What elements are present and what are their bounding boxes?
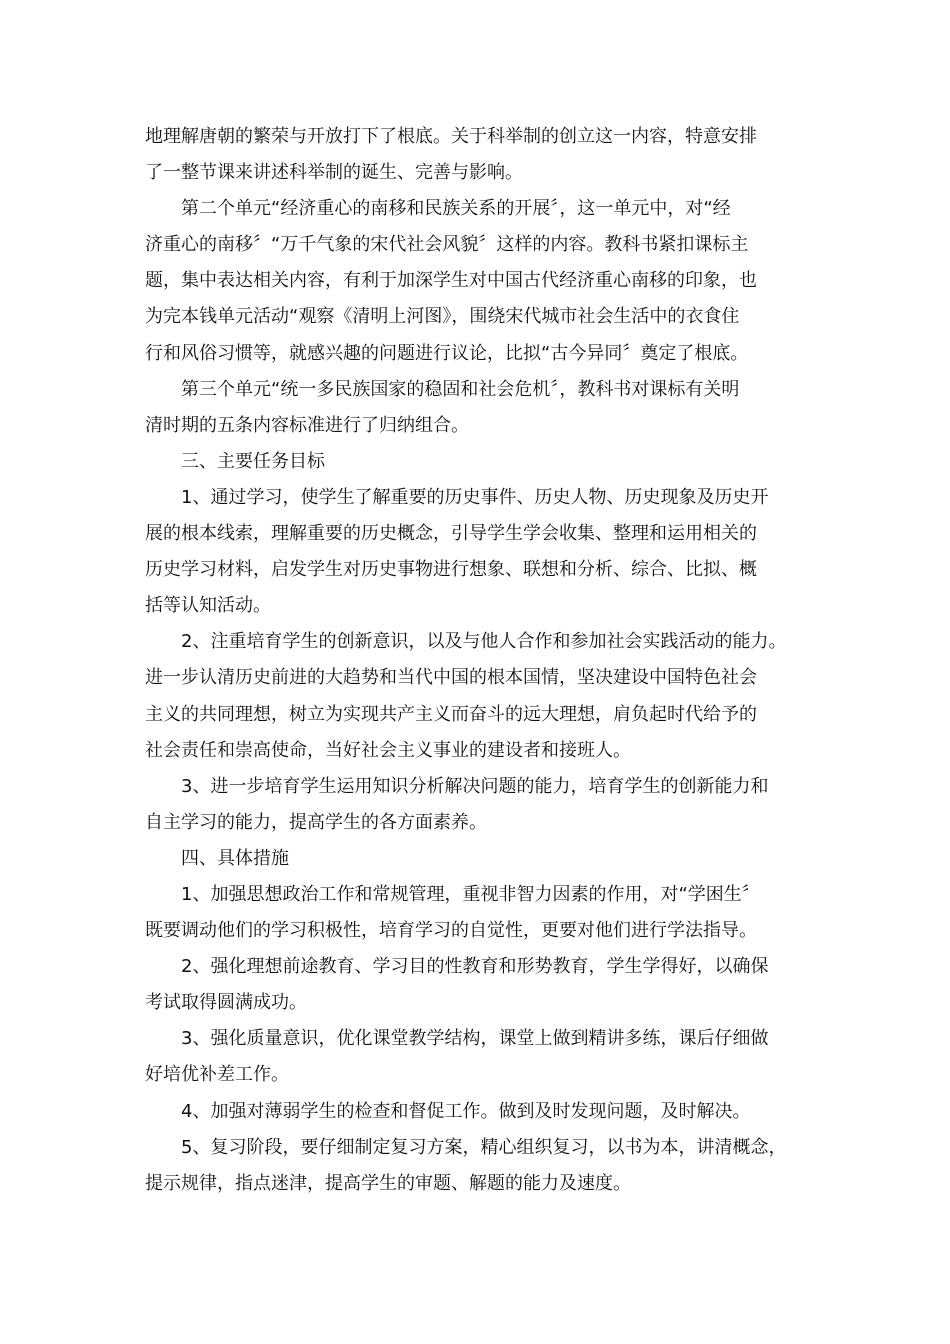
- text-line: 提示规律，指点迷津，提高学生的审题、解题的能力及速度。: [145, 1172, 631, 1194]
- text-line: 进一步认清历史前进的大趋势和当代中国的根本国情，坚决建设中国特色社会: [145, 667, 757, 689]
- text-line: 为完本钱单元活动“观察《清明上河图》，围绕宋代城市社会生活中的衣食住: [145, 306, 740, 328]
- text-line: 历史学习材料，启发学生对历史事物进行想象、联想和分析、综合、比拟、概: [145, 559, 757, 581]
- document-body: [145, 119, 825, 1202]
- text-line: 四、具体措施: [181, 847, 289, 869]
- text-line: 自主学习的能力，提高学生的各方面素养。: [145, 811, 487, 833]
- text-line: 5、复习阶段，要仔细制定复习方案，精心组织复习，以书为本，讲清概念，: [181, 1136, 787, 1158]
- text-line: 主义的共同理想，树立为实现共产主义而奋斗的远大理想，肩负起时代给予的: [145, 703, 757, 725]
- text-line: 了一整节课来讲述科举制的诞生、完善与影响。: [145, 162, 523, 184]
- text-line: 3、强化质量意识，优化课堂教学结构，课堂上做到精讲多练，课后仔细做: [181, 1028, 769, 1050]
- text-line: 2、强化理想前途教育、学习目的性教育和形势教育，学生学得好，以确保: [181, 956, 769, 978]
- text-line: 济重心的南移〞“万千气象的宋代社会风貌〞这样的内容。教科书紧扣课标主: [145, 234, 749, 256]
- text-line: 1、通过学习，使学生了解重要的历史事件、历史人物、历史现象及历史开: [181, 486, 769, 508]
- text-line: 1、加强思想政治工作和常规管理，重视非智力因素的作用，对“学困生〞: [181, 883, 760, 905]
- text-line: 三、主要任务目标: [181, 450, 325, 472]
- text-line: 既要调动他们的学习积极性，培育学习的自觉性，更要对他们进行学法指导。: [145, 920, 757, 942]
- text-line: 好培优补差工作。: [145, 1064, 289, 1086]
- text-line: 社会责任和崇高使命，当好社会主义事业的建设者和接班人。: [145, 739, 631, 761]
- text-line: 第三个单元“统一多民族国家的稳固和社会危机〞，教科书对课标有关明: [181, 378, 740, 400]
- text-line: 3、进一步培育学生运用知识分析解决问题的能力，培育学生的创新能力和: [181, 775, 769, 797]
- text-line: 4、加强对薄弱学生的检查和督促工作。做到及时发现问题，及时解决。: [181, 1100, 751, 1122]
- text-line: 第二个单元“经济重心的南移和民族关系的开展〞，这一单元中，对“经: [181, 198, 731, 220]
- text-line: 题，集中表达相关内容，有利于加深学生对中国古代经济重心南移的印象，也: [145, 270, 757, 292]
- text-line: 括等认知活动。: [145, 595, 271, 617]
- text-line: 地理解唐朝的繁荣与开放打下了根底。关于科举制的创立这一内容，特意安排: [145, 126, 757, 147]
- text-line: 行和风俗习惯等，就感兴趣的问题进行议论，比拟“古今异同〞奠定了根底。: [145, 342, 749, 364]
- text-line: 清时期的五条内容标准进行了归纳组合。: [145, 414, 469, 436]
- text-line: 2、注重培育学生的创新意识，以及与他人合作和参加社会实践活动的能力。: [181, 631, 787, 653]
- text-line: 展的根本线索，理解重要的历史概念，引导学生学会收集、整理和运用相关的: [145, 523, 757, 545]
- text-line: 考试取得圆满成功。: [145, 992, 307, 1014]
